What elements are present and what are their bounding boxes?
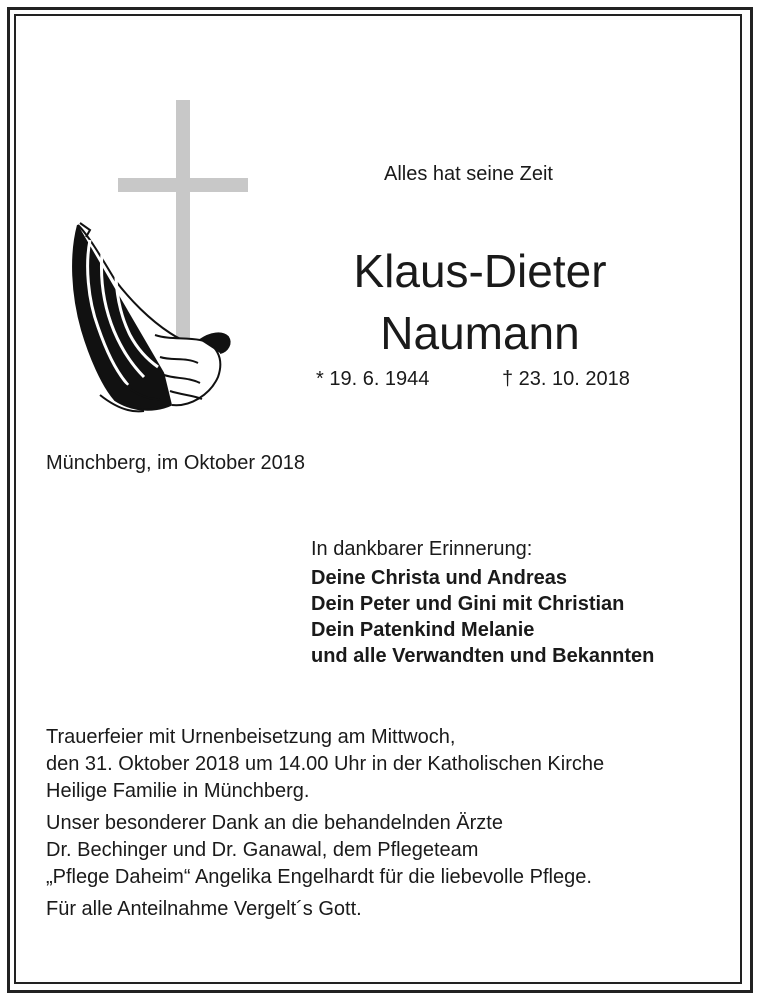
thanks-line: Unser besonderer Dank an die behandelnden Ärzte [46,812,503,834]
deceased-first-name: Klaus-Dieter [353,245,607,297]
motto-text: Alles hat seine Zeit [384,163,553,185]
notes-block [46,724,736,928]
thanks-paragraph [46,810,736,891]
closing-line: Für alle Anteilnahme Vergelt´s Gott. [46,898,362,920]
funeral-line: Trauerfeier mit Urnenbeisetzung am Mittwoch, [46,726,456,748]
death-date: † 23. 10. 2018 [502,368,630,390]
cross-icon [176,100,190,340]
funeral-paragraph [46,724,736,805]
mourner-line: Dein Patenkind Melanie [311,619,535,641]
thanks-line: „Pflege Daheim“ Angelika Engelhardt für die liebevolle Pflege. [46,866,592,888]
mourner-line: Dein Peter und Gini mit Christian [311,593,625,615]
funeral-line: Heilige Familie in Münchberg. [46,780,310,802]
birth-date: * 19. 6. 1944 [316,368,430,390]
deceased-last-name: Naumann [380,307,580,359]
memory-block [311,535,654,669]
praying-hands-icon [73,223,230,411]
mourner-line: und alle Verwandten und Bekannten [311,645,655,667]
mourner-line: Deine Christa und Andreas [311,567,567,589]
place-date: Münchberg, im Oktober 2018 [46,452,306,474]
cross-with-praying-hands-icon [60,95,260,425]
memory-intro: In dankbarer Erinnerung: [311,538,533,560]
funeral-line: den 31. Oktober 2018 um 14.00 Uhr in der Katholischen Kirche [46,753,605,775]
thanks-line: Dr. Bechinger und Dr. Ganawal, dem Pflegeteam [46,839,479,861]
